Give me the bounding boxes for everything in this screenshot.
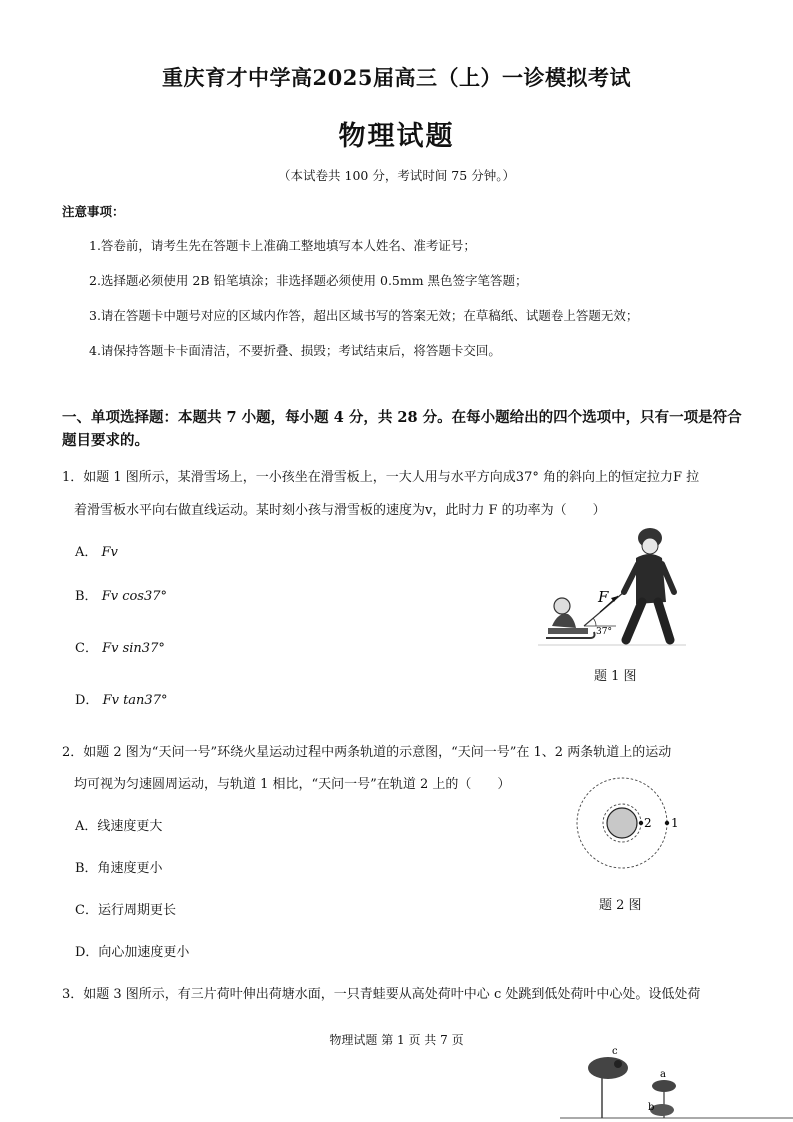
- q1-option-a[interactable]: [75, 541, 118, 560]
- adult-arm-left: [624, 564, 638, 592]
- option-letter: D．: [75, 693, 99, 708]
- adult-leg-right: [658, 602, 670, 640]
- notice-heading: 注意事项：: [62, 204, 125, 219]
- subject-title: 物理试题: [338, 121, 455, 152]
- angle-label: 37°: [596, 627, 612, 637]
- leaf-a: [652, 1080, 676, 1092]
- adult-leg-left: [626, 602, 642, 640]
- figure-2-caption: 题 2 图: [599, 898, 642, 913]
- notice-item-4: 4.请保持答题卡卡面清洁，不要折叠、损毁；考试结束后，将答题卡交回。: [89, 343, 501, 358]
- q1-option-c[interactable]: [75, 637, 165, 656]
- child-head: [554, 598, 570, 614]
- satellite-orbit-1: [665, 821, 669, 825]
- adult-face: [642, 538, 658, 554]
- mars-planet: [607, 808, 637, 838]
- figure-1-sled-illustration: [538, 522, 688, 652]
- q1-option-b[interactable]: [75, 585, 167, 604]
- angle-arc: [593, 618, 596, 626]
- label-b: b: [648, 1102, 655, 1113]
- label-c: c: [612, 1046, 618, 1057]
- q2-option-c[interactable]: C．运行周期更长: [75, 903, 176, 918]
- q2-option-d[interactable]: D．向心加速度更小: [75, 945, 190, 960]
- orbit-1-label: 1: [671, 816, 679, 830]
- option-expression: Fv: [101, 545, 118, 560]
- notice-item-1: 1.答卷前，请考生先在答题卡上准确工整地填写本人姓名、准考证号；: [89, 238, 476, 253]
- option-expression: Fv cos37°: [101, 589, 168, 604]
- figure-1-caption: 题 1 图: [594, 669, 637, 684]
- frog-icon: [614, 1060, 622, 1068]
- section-heading: 一、单项选择题：本题共 7 小题，每小题 4 分，共 28 分。在每小题给出的四个选项中，只有一项是符合题目要求的。: [62, 409, 742, 449]
- q2-option-b[interactable]: B．角速度更小: [75, 861, 163, 876]
- exam-title: 重庆育才中学高2025届高三（上）一诊模拟考试: [162, 65, 631, 90]
- satellite-orbit-2: [639, 821, 643, 825]
- figure-3-lotus-leaves: [560, 1044, 793, 1122]
- q3-stem-line1: 3．如题 3 图所示，有三片荷叶伸出荷塘水面，一只青蛙要从高处荷叶中心 c 处跳到低处荷叶中心处。设低处荷: [62, 987, 701, 1002]
- option-letter: C．: [75, 641, 98, 656]
- q1-stem-line1: 1．如题 1 图所示，某滑雪场上，一小孩坐在滑雪板上，一大人用与水平方向成37° 角的斜向上的恒定拉力F 拉: [62, 470, 700, 485]
- option-letter: B．: [75, 589, 98, 604]
- option-expression: Fv tan37°: [102, 693, 168, 708]
- child-body: [552, 614, 576, 628]
- label-a: a: [660, 1069, 666, 1080]
- force-label: F: [598, 588, 609, 606]
- page-footer: 物理试题 第 1 页 共 7 页: [329, 1033, 464, 1047]
- exam-subtitle: （本试卷共 100 分，考试时间 75 分钟。）: [278, 168, 515, 183]
- option-letter: A．: [75, 545, 98, 560]
- leaf-c: [588, 1057, 628, 1079]
- option-expression: Fv sin37°: [102, 641, 165, 656]
- q2-option-a[interactable]: A．线速度更大: [75, 819, 163, 834]
- q2-stem-line2: 均可视为匀速圆周运动，与轨道 1 相比，“天问一号”在轨道 2 上的（ ）: [74, 777, 511, 792]
- sled-board: [548, 628, 588, 634]
- figure-2-orbit-diagram: [572, 776, 682, 870]
- notice-item-2: 2.选择题必须使用 2B 铅笔填涂；非选择题必须使用 0.5mm 黑色签字笔答题；: [89, 273, 528, 288]
- orbit-2-label: 2: [644, 816, 652, 830]
- q2-stem-line1: 2．如题 2 图为“天问一号”环绕火星运动过程中两条轨道的示意图，“天问一号”在 1、2 两条轨道上的运动: [62, 745, 672, 760]
- notice-item-3: 3.请在答题卡中题号对应的区域内作答，超出区域书写的答案无效；在草稿纸、试题卷上答题无效；: [89, 308, 639, 323]
- q1-option-d[interactable]: [75, 689, 167, 708]
- q1-stem-line2: 着滑雪板水平向右做直线运动。某时刻小孩与滑雪板的速度为v，此时力 F 的功率为（ ）: [74, 503, 606, 518]
